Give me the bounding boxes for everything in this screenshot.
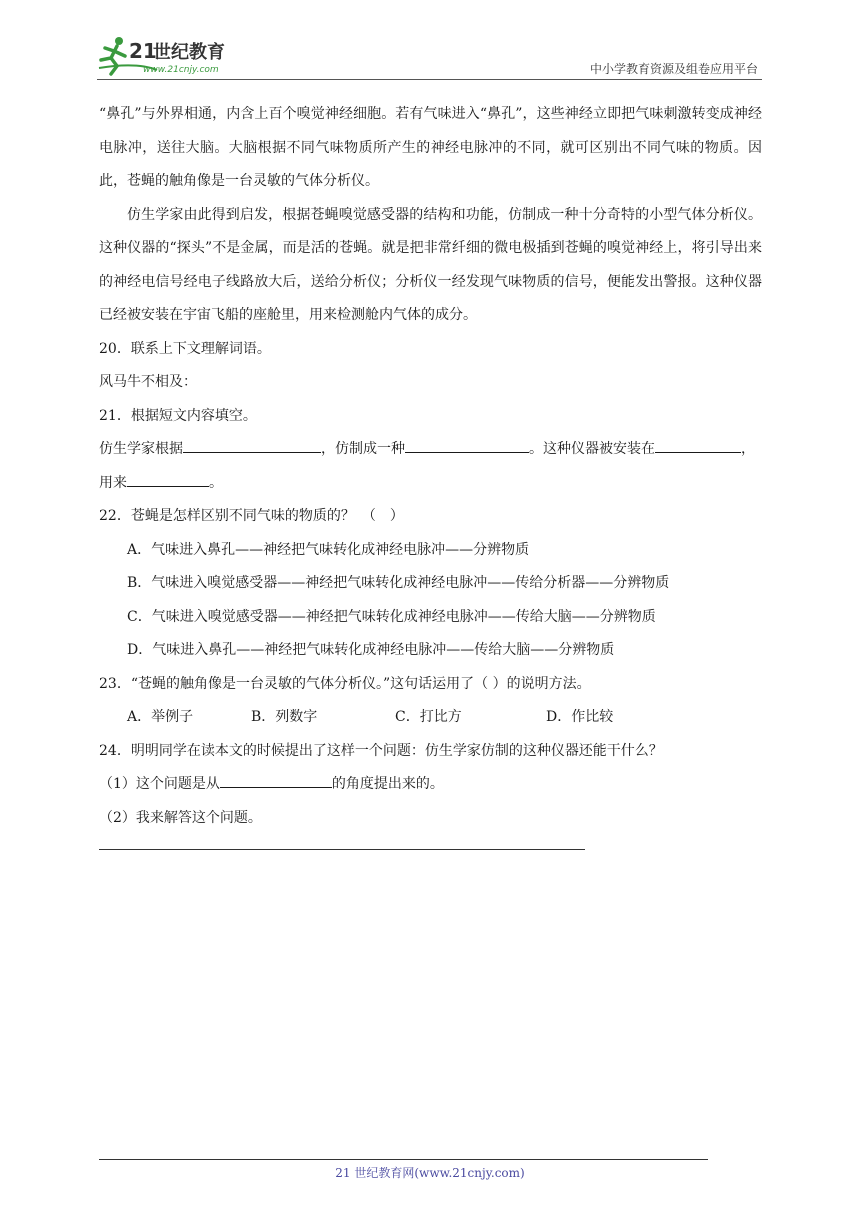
question-23-options: [99, 701, 762, 735]
page-content: [99, 98, 762, 850]
header-divider: [97, 79, 762, 80]
question-24-sub-2: （2）我来解答这个问题。: [99, 809, 262, 826]
question-20-title: 20．联系上下文理解词语。: [99, 340, 271, 357]
site-logo: [97, 36, 267, 76]
page-header: [97, 28, 762, 80]
question-23-option-c[interactable]: C．打比方: [395, 709, 462, 725]
question-22-option-a[interactable]: A．气味进入鼻孔——神经把气味转化成神经电脉冲——分辨物质: [127, 541, 530, 558]
passage-paragraph-1: “鼻孔”与外界相通，内含上百个嗅觉神经细胞。若有气味进入“鼻孔”，这些神经立即把气味刺激转变成神经电脉冲，送往大脑。大脑根据不同气味物质所产生的神经电脉冲的不同，就可区别出不同气味的物质。因此，苍蝇的触角像是一台灵敏的气体分析仪。: [99, 106, 762, 189]
question-23-option-b[interactable]: B．列数字: [251, 709, 318, 725]
question-24-sub-1: （1）这个问题是从 的角度提出来的。: [99, 768, 762, 802]
answer-blank-3[interactable]: [655, 438, 741, 453]
svg-text:www.21cnjy.com: www.21cnjy.com: [143, 65, 219, 75]
question-20-term: 风马牛不相及：: [99, 374, 197, 390]
question-23-option-d[interactable]: D．作比较: [546, 709, 614, 725]
svg-text:世纪教育: 世纪教育: [153, 42, 225, 63]
answer-blank-2[interactable]: [405, 438, 529, 453]
answer-blank-4[interactable]: [127, 472, 209, 487]
answer-blank-5[interactable]: [220, 773, 332, 788]
passage-paragraph-2: 仿生学家由此得到启发，根据苍蝇嗅觉感受器的结构和功能，仿制成一种十分奇特的小型气体分析仪。这种仪器的“探头”不是金属，而是活的苍蝇。就是把非常纤细的微电极插到苍蝇的嗅觉神经上，将引导出来的神经电信号经电子线路放大后，送给分析仪；分析仪一经发现气味物质的信号，便能发出警报。这种仪器已经被安装在宇宙飞船的座舱里，用来检测舱内气体的成分。: [99, 206, 762, 323]
question-22-title: 22．苍蝇是怎样区别不同气味的物质的？ （ ）: [99, 508, 404, 524]
question-22-option-c[interactable]: C．气味进入嗅觉感受器——神经把气味转化成神经电脉冲——传给大脑——分辨物质: [127, 608, 656, 625]
answer-blank-1[interactable]: [183, 438, 321, 453]
platform-name: 中小学教育资源及组卷应用平台: [589, 62, 758, 76]
question-24-title: 24．明明同学在读本文的时候提出了这样一个问题：仿生学家仿制的这种仪器还能干什么？: [99, 742, 663, 759]
answer-line[interactable]: [99, 849, 585, 850]
question-21-line-2: 用来 。: [99, 467, 762, 501]
question-23-title: 23．“苍蝇的触角像是一台灵敏的气体分析仪。”这句话运用了（ ）的说明方法。: [99, 675, 591, 692]
question-23-option-a[interactable]: A．举例子: [127, 709, 194, 725]
question-22-option-b[interactable]: B．气味进入嗅觉感受器——神经把气味转化成神经电脉冲——传给分析器——分辨物质: [127, 575, 670, 591]
svg-text:21: 21: [129, 39, 157, 63]
footer-text[interactable]: 21 世纪教育网(www.21cnjy.com): [335, 1166, 525, 1180]
footer-divider: [99, 1159, 708, 1160]
question-21-title: 21．根据短文内容填空。: [99, 407, 257, 424]
question-22-option-d[interactable]: D．气味进入鼻孔——神经把气味转化成神经电脉冲——传给大脑——分辨物质: [127, 642, 615, 658]
question-21-line-1: 仿生学家根据 ，仿制成一种 。这种仪器被安装在 ，: [99, 433, 762, 467]
